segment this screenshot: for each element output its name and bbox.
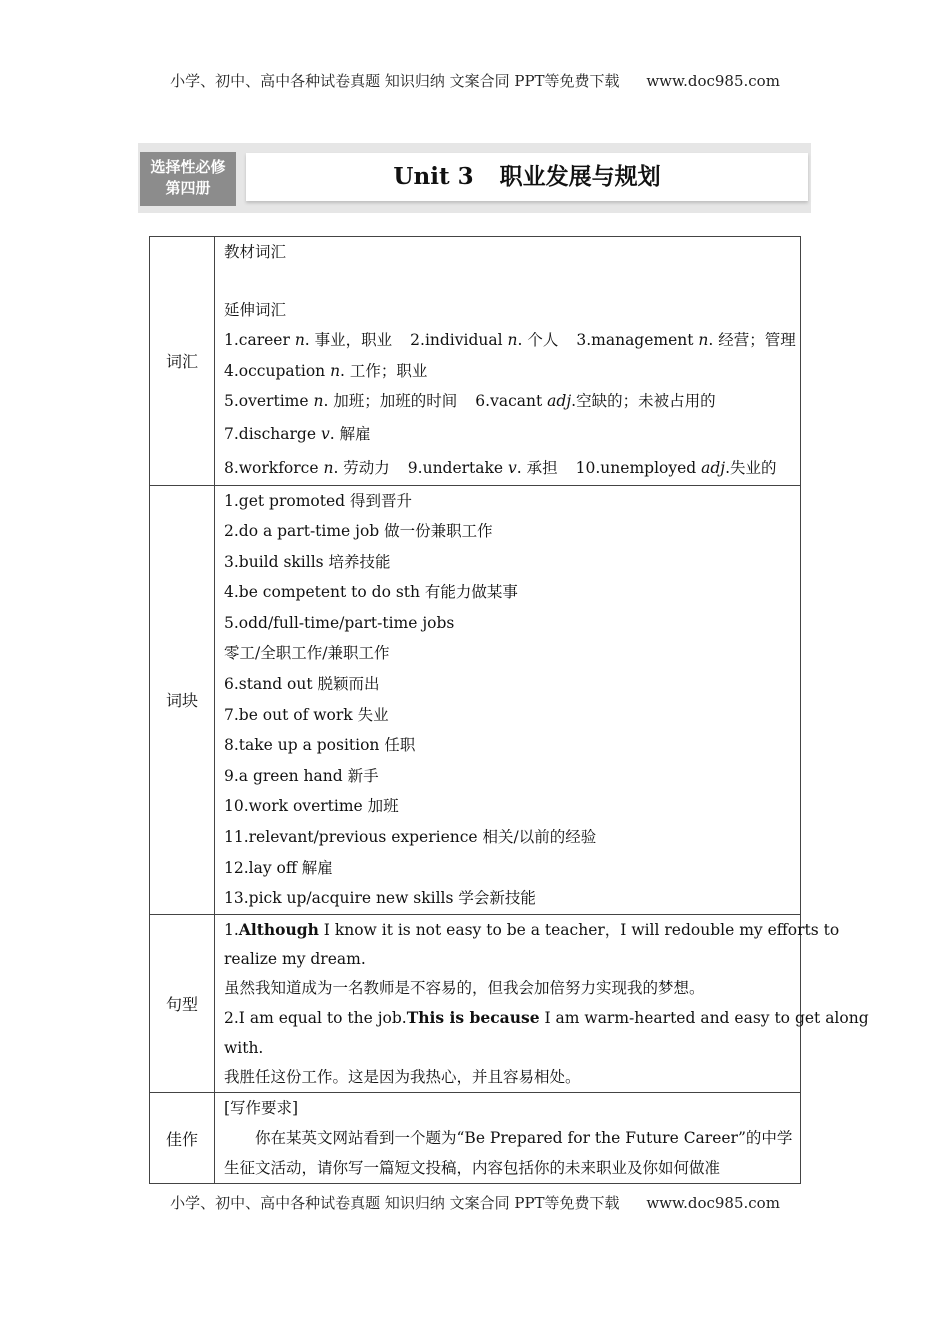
vocab-item: 2.individual n. 个人 [410,331,559,349]
sentence-1-en: 1.Although I know it is not easy to be a teacher，I will redouble my efforts to [224,919,840,939]
vocab-line [224,356,794,387]
phrases-label: 词块 [150,485,215,914]
phrase-item: 11.relevant/previous experience 相关/以前的经验 [224,828,597,847]
unit-number: Unit 3 [393,163,474,190]
header-url[interactable]: www.doc985.com [646,72,780,90]
sentence-1-en-cont: realize my dream. [224,950,366,969]
vocab-item: 1.career n. 事业，职业 [224,331,393,349]
vocab-item: 4.occupation n. 工作；职业 [224,361,428,380]
sentences-row [150,914,801,1092]
header-text: 小学、初中、高中各种试卷真题 知识归纳 文案合同 PPT等免费下载 [170,72,620,90]
unit-topic: 职业发展与规划 [499,163,661,190]
footer-url[interactable]: www.doc985.com [646,1194,780,1212]
phrase-item: 10.work overtime 加班 [224,797,399,816]
sentence-1-cn: 虽然我知道成为一名教师是不容易的，但我会加倍努力实现我的梦想。 [224,979,705,998]
unit-title [246,153,808,201]
vocab-item: 5.overtime n. 加班；加班的时间 [224,392,458,410]
footer-text: 小学、初中、高中各种试卷真题 知识归纳 文案合同 PPT等免费下载 [170,1194,620,1212]
phrase-item: 4.be competent to do sth 有能力做某事 [224,583,518,602]
writing-prompt: 你在某英文网站看到一个题为“Be Prepared for the Future Career”的中学生征文活动，请你写一篇短文投稿，内容包括你的未来职业及你如何做准 [224,1129,793,1178]
book-tag [140,152,236,206]
phrases-row [150,485,801,914]
vocab-heading-textbook: 教材词汇 [224,243,287,261]
vocab-row [150,237,801,486]
vocab-line [224,417,794,451]
page-header [0,70,950,91]
vocab-item: 10.unemployed adj.失业的 [575,458,777,477]
sentences-label: 句型 [150,914,215,1092]
phrase-item: 13.pick up/acquire new skills 学会新技能 [224,889,536,908]
unit-banner [138,143,811,213]
vocab-content [215,237,801,486]
phrase-item: 8.take up a position 任职 [224,736,416,755]
sentence-2-en-cont: with. [224,1038,264,1057]
vocab-item: 8.workforce n. 劳动力 [224,458,390,477]
phrase-item: 7.be out of work 失业 [224,705,389,724]
phrase-item: 1.get promoted 得到晋升 [224,491,412,510]
vocab-line [224,451,794,485]
phrase-item: 3.build skills 培养技能 [224,552,391,571]
vocab-item: 6.vacant adj.空缺的；未被占用的 [475,392,716,410]
writing-heading: [写作要求] [224,1099,299,1118]
vocab-item: 7.discharge v. 解雇 [224,424,371,443]
sentence-2-cn: 我胜任这份工作。这是因为我热心，并且容易相处。 [224,1067,581,1086]
writing-label: 佳作 [150,1093,215,1184]
book-tag-line1: 选择性必修 [150,158,226,176]
phrase-item: 9.a green hand 新手 [224,766,379,785]
book-tag-line2: 第四册 [165,179,211,197]
phrase-item: 6.stand out 脱颖而出 [224,675,380,694]
writing-content [215,1093,801,1184]
vocab-item: 3.management n. 经营；管理 [576,331,796,349]
page-footer [0,1192,950,1213]
vocab-heading-extended: 延伸词汇 [224,300,287,319]
vocab-line [224,386,794,417]
phrase-item: 零工/全职工作/兼职工作 [224,644,390,663]
phrase-item: 12.lay off 解雇 [224,858,333,877]
sentences-content [215,914,869,1092]
vocab-label: 词汇 [150,237,215,486]
phrases-content [215,485,801,914]
phrase-item: 2.do a part-time job 做一份兼职工作 [224,522,493,541]
content-table [149,236,869,1184]
sentence-2-en: 2.I am equal to the job.This is because I am warm-hearted and easy to get along [224,1008,869,1028]
vocab-item: 9.undertake v. 承担 [407,458,558,477]
phrase-item: 5.odd/full-time/part-time jobs [224,613,455,632]
vocab-line [224,325,794,356]
writing-row [150,1093,801,1184]
